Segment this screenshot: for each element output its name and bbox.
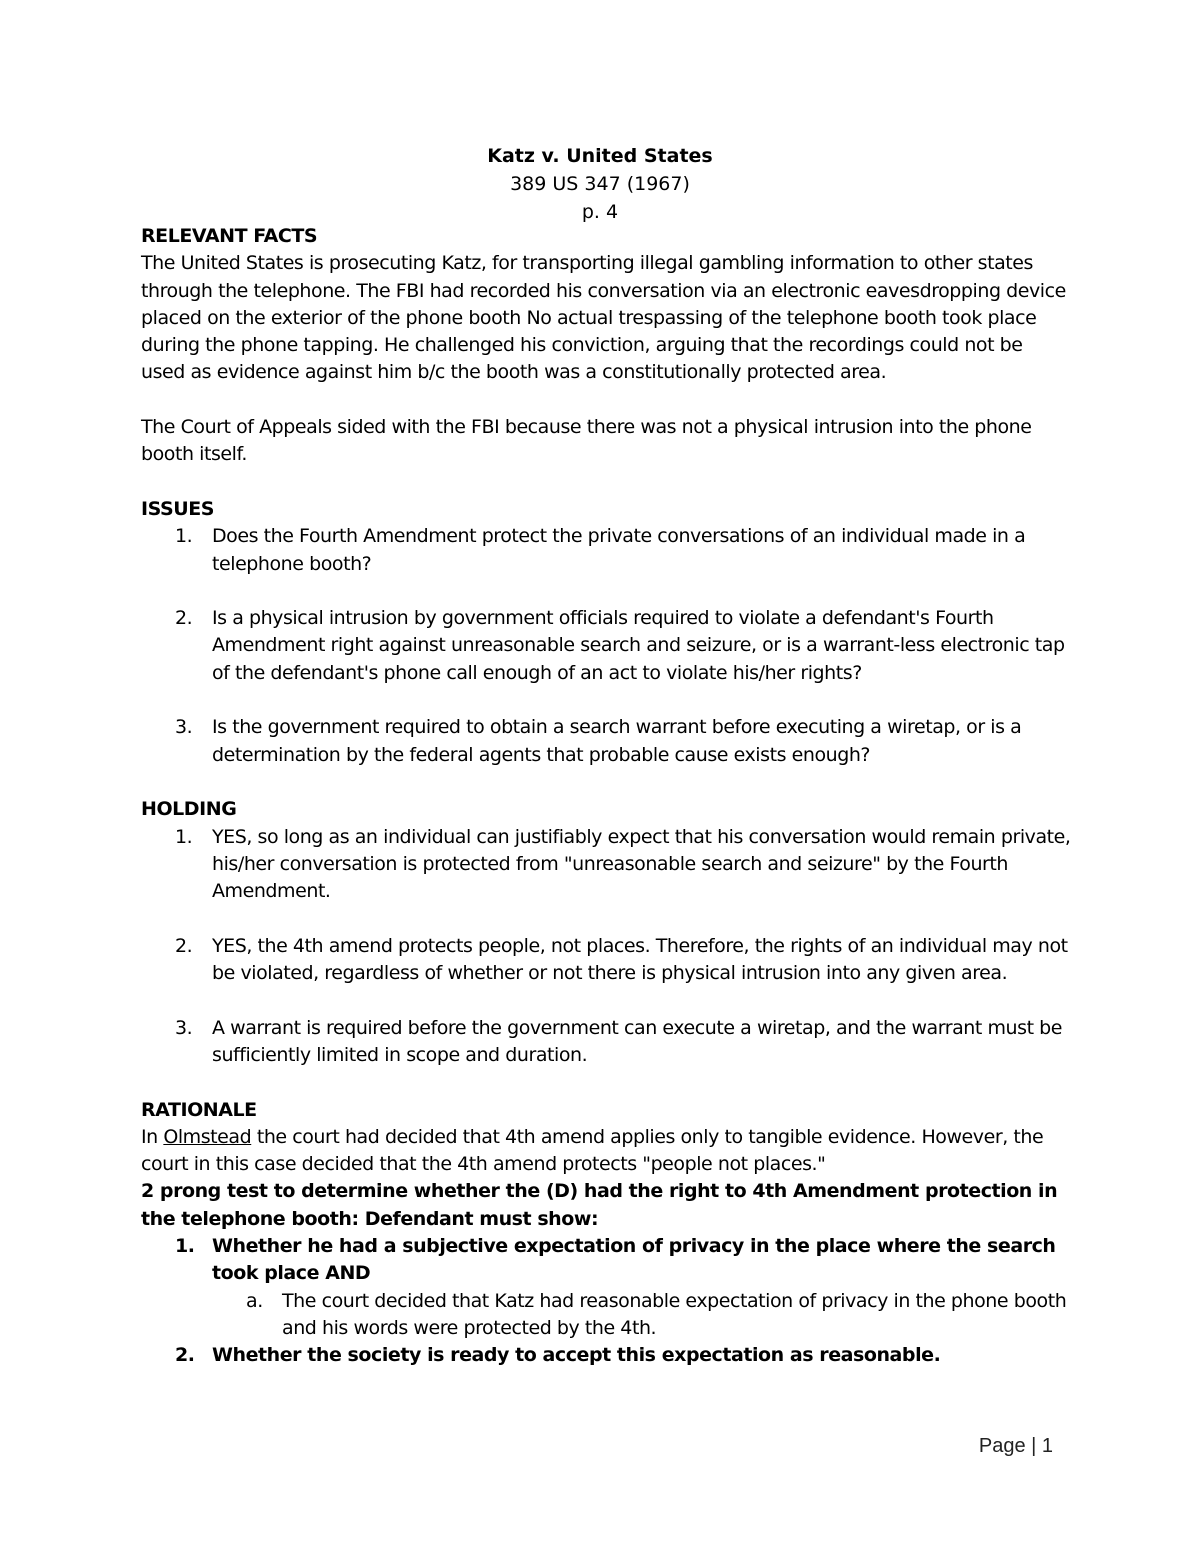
holding-item xyxy=(141,1015,1071,1070)
holding-text: YES, so long as an individual can justifiably expect that his conversation would remain private, his/her conversation is protected from "unreasonable search and seizure" by the Fourth Amendment. xyxy=(212,825,1071,903)
rationale-intro xyxy=(141,1124,1071,1179)
issue-text: Is the government required to obtain a search warrant before executing a wiretap, or is a determination by the federal agents that probable cause exists enough? xyxy=(212,716,1022,766)
prong-text: Whether the society is ready to accept this expectation as reasonable. xyxy=(212,1344,941,1367)
list-number: 3. xyxy=(175,716,193,739)
list-number: 3. xyxy=(175,1016,193,1039)
prong-item xyxy=(141,1342,1071,1369)
holding-text: A warrant is required before the government can execute a wiretap, and the warrant must be sufficiently limited in scope and duration. xyxy=(212,1016,1063,1066)
issue-item xyxy=(141,523,1071,578)
prong-subitem xyxy=(141,1288,1071,1343)
prong-subitem-text: The court decided that Katz had reasonable expectation of privacy in the phone booth and his words were protected by the 4th. xyxy=(282,1289,1067,1339)
holding-heading: HOLDING xyxy=(141,798,237,821)
holding-item xyxy=(141,933,1071,988)
list-number: 2. xyxy=(175,607,193,630)
facts-paragraph-2: The Court of Appeals sided with the FBI because there was not a physical intrusion into the phone booth itself. xyxy=(141,416,1032,466)
issue-text: Does the Fourth Amendment protect the private conversations of an individual made in a telephone booth? xyxy=(212,525,1026,575)
list-number: 2. xyxy=(175,934,193,957)
holding-item xyxy=(141,824,1071,906)
page-number-footer: Page | 1 xyxy=(978,1435,1053,1457)
list-number: 2. xyxy=(175,1344,195,1367)
list-number: 1. xyxy=(175,1234,195,1257)
facts-heading: RELEVANT FACTS xyxy=(141,225,318,247)
rationale-heading: RATIONALE xyxy=(141,1098,257,1121)
issues-list xyxy=(141,523,1071,769)
rationale-intro-suffix: the court had decided that 4th amend applies only to tangible evidence. However, the court in this case decided that the 4th amend protects "people not places." xyxy=(141,1125,1044,1176)
issue-item xyxy=(141,714,1071,769)
title-block xyxy=(0,142,1200,226)
holding-list xyxy=(141,824,1071,1070)
holding-text: YES, the 4th amend protects people, not places. Therefore, the rights of an individual may not be violated, regardless of whether or not there is physical intrusion into any given area. xyxy=(212,934,1068,985)
page-reference: p. 4 xyxy=(581,201,619,223)
two-prong-test-intro: 2 prong test to determine whether the (D) had the right to 4th Amendment protection in the telephone booth: Defendant must show: xyxy=(141,1180,1058,1230)
list-letter: a. xyxy=(246,1289,263,1312)
brief-body xyxy=(141,223,1071,1369)
prong-list-continued xyxy=(141,1342,1071,1369)
case-citation: 389 US 347 (1967) xyxy=(510,173,690,195)
issue-item xyxy=(141,605,1071,687)
prong-list xyxy=(141,1233,1071,1288)
prong-item xyxy=(141,1233,1071,1288)
prong-text: Whether he had a subjective expectation of privacy in the place where the search took place AND xyxy=(212,1234,1056,1285)
case-title: Katz v. United States xyxy=(487,145,713,167)
issues-heading: ISSUES xyxy=(141,497,214,520)
list-number: 1. xyxy=(175,525,193,548)
list-number: 1. xyxy=(175,825,193,848)
facts-paragraph-1: The United States is prosecuting Katz, for transporting illegal gambling information to other states through the telephone. The FBI had recorded his conversation via an electronic eavesdropping device placed on the exterior of the phone booth No actual trespassing of the telephone booth took place during the phone tapping. He challenged his conviction, arguing that the recordings could not be used as evidence against him b/c the booth was a constitutionally protected area. xyxy=(141,252,1066,384)
issue-text: Is a physical intrusion by government officials required to violate a defendant's Fourth Amendment right against unreasonable search and seizure, or is a warrant-less electronic tap of the defendant's phone call enough of an act to violate his/her rights? xyxy=(212,607,1065,684)
prong-sublist xyxy=(141,1288,1071,1343)
rationale-intro-prefix: In xyxy=(141,1125,158,1148)
olmstead-case-reference: Olmstead xyxy=(163,1125,252,1148)
